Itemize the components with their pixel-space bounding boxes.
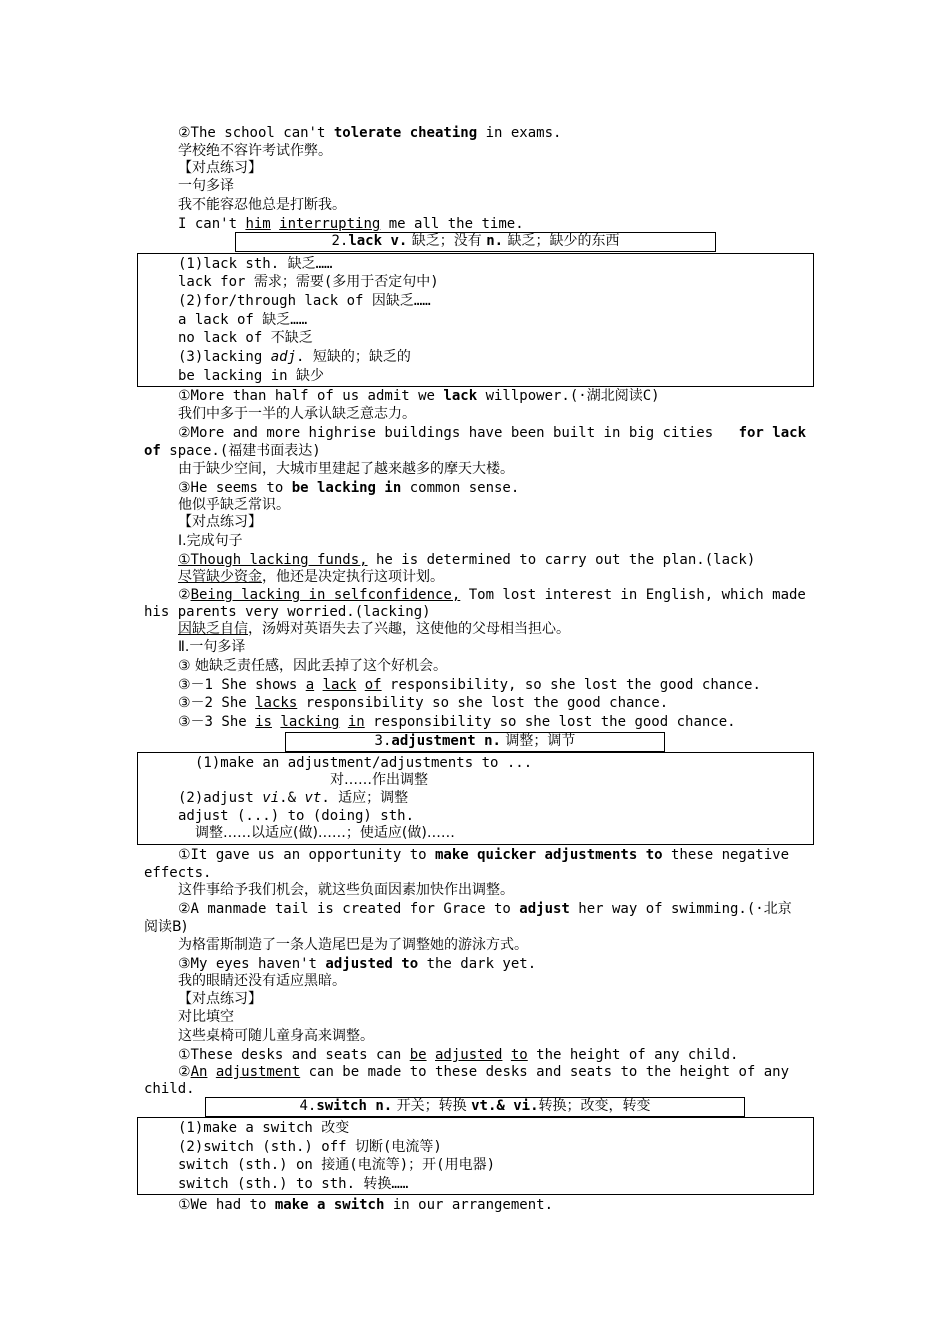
example-sentence: ①More than half of us admit we lack willpower.(·湖北阅读C) (178, 388, 660, 404)
usage-line: be lacking in 缺少 (178, 368, 325, 384)
practice-answer: ②An adjustment can be made to these desks and seats to the height of any (178, 1064, 790, 1080)
example-translation: 为格雷斯制造了一条人造尾巴是为了调整她的游泳方式。 (178, 937, 528, 953)
usage-line: a lack of 缺乏…… (178, 312, 308, 328)
example-sentence: ③He seems to be lacking in common sense. (178, 480, 520, 496)
usage-line: (1)make a switch 改变 (178, 1120, 350, 1136)
usage-line: switch (sth.) on 接通(电流等)；开(用电器) (178, 1157, 496, 1173)
usage-line: 对……作出调整 (330, 772, 428, 788)
example-translation: 学校绝不容许考试作弊。 (178, 143, 332, 159)
practice-answer: I can't him interrupting me all the time. (178, 216, 524, 232)
practice-heading: 【对点练习】 (178, 514, 262, 530)
section-title-lack: 2.lack v. 缺乏；没有 n. 缺乏；缺少的东西 (235, 232, 716, 252)
section-title-adjustment: 3.adjustment n. 调整；调节 (285, 732, 665, 752)
practice-answer-zh: 尽管缺少资金，他还是决定执行这项计划。 (178, 569, 444, 585)
example-sentence: ②A manmade tail is created for Grace to adjust her way of swimming.(·北京 (178, 901, 792, 917)
practice-answer: ①These desks and seats can be adjusted to the height of any child. (178, 1047, 739, 1063)
practice-answer: ③－3 She is lacking in responsibility so she lost the good chance. (178, 714, 736, 730)
practice-type: Ⅰ.完成句子 (178, 533, 243, 549)
practice-answer: ③－2 She lacks responsibility so she lost the good chance. (178, 695, 669, 711)
practice-type: 对比填空 (178, 1009, 234, 1025)
practice-answer-cont: child. (144, 1081, 195, 1097)
example-sentence: ②The school can't tolerate cheating in exams. (178, 125, 562, 141)
practice-type: 一句多译 (178, 178, 234, 194)
example-sentence-cont: effects. (144, 865, 212, 881)
practice-type: Ⅱ.一句多译 (178, 639, 246, 655)
usage-line: 调整……以适应(做)……；使适应(做)…… (195, 825, 455, 841)
example-sentence: ①We had to make a switch in our arrangement. (178, 1197, 553, 1213)
example-sentence: ①It gave us an opportunity to make quicker adjustments to these negative (178, 847, 789, 863)
practice-answer-zh: 因缺乏自信，汤姆对英语失去了兴趣，这使他的父母相当担心。 (178, 621, 570, 637)
example-sentence: ②More and more highrise buildings have been built in big cities for lack (178, 425, 806, 441)
practice-answer: ②Being lacking in selfconfidence, Tom lost interest in English, which made (178, 587, 806, 603)
practice-heading: 【对点练习】 (178, 160, 262, 176)
practice-answer: ①Though lacking funds, he is determined to carry out the plan.(lack) (178, 552, 756, 568)
example-sentence-cont: 阅读B) (144, 919, 188, 935)
practice-prompt: 我不能容忍他总是打断我。 (178, 197, 346, 213)
practice-prompt: 这些桌椅可随儿童身高来调整。 (178, 1028, 374, 1044)
usage-line: (2)adjust vi.& vt. 适应；调整 (178, 790, 409, 806)
usage-line: (3)lacking adj. 短缺的；缺乏的 (178, 349, 411, 365)
example-translation: 由于缺少空间，大城市里建起了越来越多的摩天大楼。 (178, 461, 514, 477)
example-translation: 我们中多于一半的人承认缺乏意志力。 (178, 406, 416, 422)
usage-line: (2)for/through lack of 因缺乏…… (178, 293, 431, 309)
example-translation: 我的眼睛还没有适应黑暗。 (178, 973, 346, 989)
usage-line: (1)make an adjustment/adjustments to ... (195, 755, 533, 771)
example-translation: 他似乎缺乏常识。 (178, 497, 290, 513)
practice-answer-cont: his parents very worried.(lacking) (144, 604, 431, 620)
example-translation: 这件事给予我们机会，就这些负面因素加快作出调整。 (178, 882, 514, 898)
usage-line: switch (sth.) to sth. 转换…… (178, 1176, 409, 1192)
usage-line: (1)lack sth. 缺乏…… (178, 256, 333, 272)
usage-line: (2)switch (sth.) off 切断(电流等) (178, 1139, 442, 1155)
usage-line: adjust (...) to (doing) sth. (178, 808, 415, 824)
usage-line: no lack of 不缺乏 (178, 330, 313, 346)
usage-line: lack for 需求；需要(多用于否定句中) (178, 274, 439, 290)
practice-heading: 【对点练习】 (178, 991, 262, 1007)
example-sentence-cont: of space.(福建书面表达) (144, 443, 321, 459)
section-title-switch: 4.switch n. 开关；转换 vt.& vi.转换；改变，转变 (205, 1097, 745, 1117)
practice-prompt: ③ 她缺乏责任感，因此丢掉了这个好机会。 (178, 658, 447, 674)
practice-answer: ③－1 She shows a lack of responsibility, so she lost the good chance. (178, 677, 761, 693)
example-sentence: ③My eyes haven't adjusted to the dark yet. (178, 956, 537, 972)
